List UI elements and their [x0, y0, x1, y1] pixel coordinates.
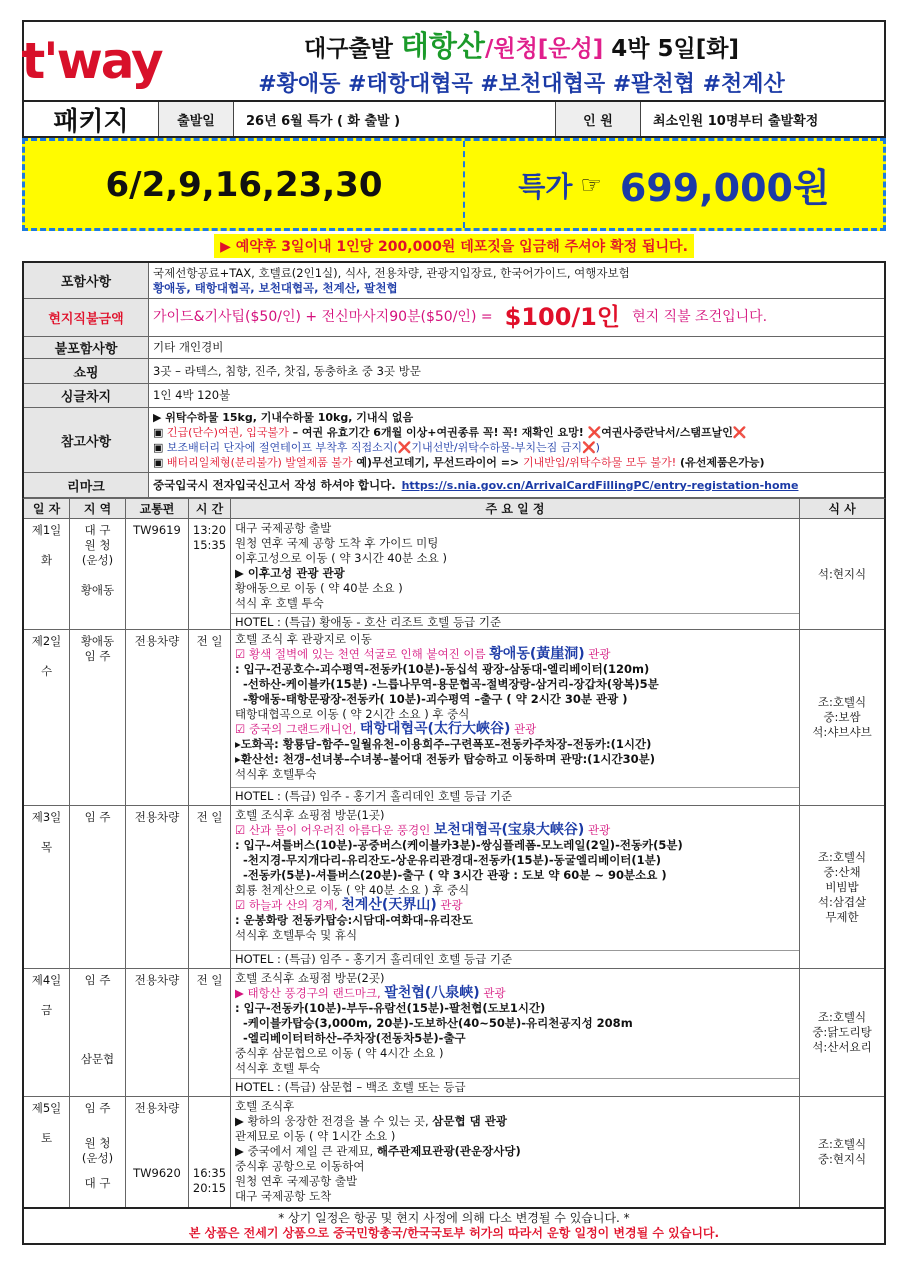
package-title: 패키지: [24, 102, 159, 136]
day-3-meal: 조:호텔식 중:산채 비빔밥 석:삼겹살 무제한: [817, 849, 867, 924]
day-1-hotel: HOTEL : (특급) 황애동 - 호산 리조트 호텔 등급 기준: [231, 613, 799, 631]
day-2-schedule: 호텔 조식 후 관광지로 이동 ☑ 황색 절벽에 있는 천연 석굴로 인해 붙여진 이름 황애동(黃崖洞) 관광 : 입구-건공호수-괴수평역-전동카(10분)-동십석 광장-삼동대-엘리베이터(120m) -선하산-케이블카(15분) -느릅나무역-용문협곡-절벽장랑-삼거리-장갑차(왕복)5분 -황애동-태항문광장-전동카( 10분)-괴수평역 –출구 ( 약 2시간 30분 관광 ) 태항대협곡으로 이동 ( 약 2시간 소요 ) 후 중식 ☑ 중국의 그랜드캐니언, 태항대협곡(太行大峽谷) 관광 ▸도화곡: 황룡담–함주–일월유천–이용희주–구련폭포–전동카주차장–전동카:(1시간) ▸환산선: 천갱–선녀봉–수녀봉–불어대 전동카 탑승하고 이동하며 관망:(1시간30분) 석식후 호텔투숙: [235, 632, 659, 781]
footer-notes: [22, 1209, 886, 1245]
depart-label: 출발일: [159, 102, 234, 136]
title-sub: /원청[운성]: [484, 36, 604, 62]
hashtags: #황애동 #태항대협곡 #보천대협곡 #팔천협 #천계산: [258, 72, 785, 97]
remark-text: 중국입국시 전자입국신고서 작성 하셔야 합니다.: [153, 477, 396, 492]
local-pay-text: 가이드&기사팁($50/인) + 전신마사지90분($50/인) =: [153, 309, 493, 325]
day-1-row: 제1일 화 대 구 원 청 (운성) 황애동 TW9619 13:20 15:35 대구 국제공항 출발 원청 연후 국제 공항 도착 후 가이드 미팅 이후고성으로 이동 ( 약 3시간 40분 소요 ) ▶ 이후고성 관광 관광 황애동으로 이동 ( 약 40분 소요 ) 석식 후 호텔 투숙 HOTEL : (특급) 황애동 - 호산 리조트 호텔 등급 기준 석:현지식: [24, 519, 884, 630]
day-3-hotel: HOTEL : (특급) 임주 - 홍기거 홀리데인 호텔 등급 기준: [231, 950, 799, 968]
local-pay-label: 현지직불금액: [24, 299, 149, 336]
day-5-schedule: 호텔 조식후 ▶ 황하의 웅장한 전경을 볼 수 있는 곳, 삼문협 댐 관광 관제묘로 이동 ( 약 1시간 소요 ) ▶ 중국에서 제일 큰 관제묘, 해주관제묘관광(관운장사당) 중식후 공항으로 이동하여 원청 연후 국제공항 출발 대구 국제공항 도착: [235, 1099, 521, 1203]
exclude-row: [24, 337, 884, 359]
brochure: [22, 20, 886, 1245]
title-main: 태항산: [400, 29, 485, 63]
day-2-meal: 조:호텔식 중:보쌈 석:샤브샤브: [812, 695, 872, 739]
header-region: 지 역: [70, 499, 126, 518]
itinerary-table: [22, 498, 886, 1209]
deposit-notice: ▶ 예약후 3일이내 1인당 200,000원 데포짓을 입금해 주셔야 확정 됩니다.: [22, 231, 886, 261]
reference-label: 참고사항: [24, 408, 149, 472]
day-2-row: 제2일 수 황애동 임 주 전용차량 전 일 호텔 조식 후 관광지로 이동 ☑ 황색 절벽에 있는 천연 석굴로 인해 붙여진 이름 황애동(黃崖洞) 관광 : 입구-건공호수-괴수평역-전동카(10분)-동십석 광장-삼동대-엘리베이터(120m) -선하산-케이블카(15분) -느릅나무역-용문협곡-절벽장랑-삼거리-장갑차(왕복)5분 -황애동-태항문광장-전동카( 10분)-괴수평역 –출구 ( 약 2시간 30분 관광 ) 태항대협곡으로 이동 ( 약 2시간 소요 ) 후 중식 ☑ 중국의 그랜드캐니언, 태항대협곡(太行大峽谷) 관광 ▸도화곡: 황룡담–함주–일월유천–이용희주–구련폭포–전동카주차장–전동카:(1시간) ▸환산선: 천갱–선녀봉–수녀봉–불어대 전동카 탑승하고 이동하며 관망:(1시간30분) 석식후 호텔투숙 HOTEL : (특급) 임주 - 홍기거 홀리데인 호텔 등급 기준 조:호텔식 중:보쌈 석:샤브샤브: [24, 630, 884, 806]
departure-dates: 6/2,9,16,23,30: [25, 141, 465, 228]
local-pay-tail: 현지 직불 조건입니다.: [632, 309, 768, 325]
price-box: [465, 141, 883, 228]
reference-passport: ▣ 긴급(단수)여권, 입국불가 – 여권 유효기간 6개월 이상+여권종류 꼭! 꼭! 재확인 요망! ❌여권사증란낙서/스탬프날인❌: [153, 426, 747, 439]
day-4-row: 제4일 금 임 주 삼문협 전용차량 전 일 호텔 조식후 쇼핑점 방문(2곳) ▶ 태항산 풍경구의 랜드마크, 팔천협(八泉峡) 관광 : 입구-전동카(10분)-부두-유람선(15분)-팔천협(도보1시간) -케이블카탑승(3,000m, 20분)-도보하산(40~50분)-유리천공지성 208m -엘리베이터터하산–주차장(전동차5분)-출구 중식후 삼문협으로 이동 ( 약 4시간 소요 ) 석식후 호텔 투숙 HOTEL : (특급) 삼문협 – 백조 호텔 또는 등급 조:호텔식 중:닭도리탕 석:산서요리: [24, 969, 884, 1097]
local-pay-row: [24, 299, 884, 337]
header-schedule: 주 요 일 정: [231, 499, 800, 518]
day-5-row: 제5일 토 임 주 원 청 (운성) 대 구 전용차량 TW9620 16:35 20:15 호텔 조식후 ▶ 황하의 웅장한 전경을 볼 수 있는 곳, 삼문협 댐 관광 관제묘로 이동 ( 약 1시간 소요 ) ▶ 중국에서 제일 큰 관제묘, 해주관제묘관광(관운장사당) 중식후 공항으로 이동하여 원청 연후 국제공항 출발 대구 국제공항 도착 조:호텔식 중:현지식: [24, 1097, 884, 1207]
remark-row: [24, 473, 884, 498]
day-4-meal: 조:호텔식 중:닭도리탕 석:산서요리: [812, 1010, 872, 1054]
itinerary-header: [24, 499, 884, 519]
brochure-header: [22, 20, 886, 100]
day-4-hotel: HOTEL : (특급) 삼문협 – 백조 호텔 또는 등급: [231, 1078, 799, 1096]
people-value: 최소인원 10명부터 출발확정: [653, 113, 819, 129]
day-1-transport: TW9619: [126, 519, 189, 629]
header-time: 시 간: [189, 499, 231, 518]
tour-title: [159, 22, 884, 100]
single-charge-row: [24, 384, 884, 408]
header-day: 일 자: [24, 499, 70, 518]
day-5-meal: 조:호텔식 중:현지식: [817, 1137, 867, 1166]
remark-link[interactable]: https://s.nia.gov.cn/ArrivalCardFillingPC/entry-registation-home: [401, 478, 799, 492]
day-3-row: 제3일 목 임 주 전용차량 전 일 호텔 조식후 쇼핑점 방문(1곳) ☑ 산과 물이 어우러진 아름다운 풍경인 보천대협곡(宝泉大峡谷) 관광 : 입구-셔틀버스(10분)-공중버스(케이블카3분)-쌍심플레폼-모노레일(2일)-전동카(5분) -천지경-무지개다리-유리잔도-상운유리관경대-전동카(15분)-동굴엘리베이터(1분) -전동카(5분)-셔틀버스(20분)-출구 ( 약 3시간 관광 : 도보 약 60분 ~ 90분소요 ) 회룡 천계산으로 이동 ( 약 40분 소요 ) 후 중식 ☑ 하늘과 산의 경계, 천계산(天界山) 관광 : 운봉화랑 전동카탑승:시담대-여화대-유리잔도 석식후 호텔투숙 및 휴식 HOTEL : (특급) 임주 - 홍기거 홀리데인 호텔 등급 기준 조:호텔식 중:산채 비빔밥 석:삼겹살 무제한: [24, 806, 884, 969]
title-prefix: 대구출발: [304, 36, 393, 62]
promo-banner: [22, 138, 886, 231]
title-suffix: 4박 5일[화]: [611, 36, 739, 62]
shopping-label: 쇼핑: [24, 359, 149, 383]
local-pay-amount: $100/1인: [504, 303, 621, 331]
footer-line1: * 상기 일정은 항공 및 현지 사정에 의해 다소 변경될 수 있습니다. *: [278, 1211, 630, 1225]
people-label: 인 원: [556, 102, 641, 136]
info-table: [22, 261, 886, 498]
airline-logo: t'way: [21, 32, 162, 90]
shopping-value: 3곳 – 라텍스, 침향, 진주, 찻집, 동충하초 중 3곳 방문: [153, 363, 421, 378]
reference-baggage: ▶ 위탁수하물 15kg, 기내수하물 10kg, 기내식 없음: [153, 411, 414, 424]
day-4-schedule: 호텔 조식후 쇼핑점 방문(2곳) ▶ 태항산 풍경구의 랜드마크, 팔천협(八泉峡) 관광 : 입구-전동카(10분)-부두-유람선(15분)-팔천협(도보1시간) -케이블카탑승(3,000m, 20분)-도보하산(40~50분)-유리천공지성 208m -엘리베이터터하산–주차장(전동차5분)-출구 중식후 삼문협으로 이동 ( 약 4시간 소요 ) 석식후 호텔 투숙: [235, 971, 633, 1075]
remark-label: 리마크: [24, 473, 149, 497]
footer-line2: 본 상품은 전세기 상품으로 중국민항총국/한국국토부 허가의 따라서 운항 일정이 변경될 수 있습니다.: [188, 1226, 720, 1240]
shopping-row: [24, 359, 884, 384]
day-1-meal: 석:현지식: [817, 566, 867, 581]
include-label: 포함사항: [24, 263, 149, 298]
reference-battery: ▣ 보조배터리 단자에 절연테이프 부착후 직접소지(❌기내선반/위탁수하물-부치는짐 금지❌): [153, 441, 600, 454]
day-2-hotel: HOTEL : (특급) 임주 - 홍기거 홀리데인 호텔 등급 기준: [231, 787, 799, 805]
single-charge-value: 1인 4박 120불: [153, 388, 231, 402]
pointing-hand-icon: ☞: [580, 170, 602, 199]
day-1-schedule: 대구 국제공항 출발 원청 연후 국제 공항 도착 후 가이드 미팅 이후고성으로 이동 ( 약 3시간 40분 소요 ) ▶ 이후고성 관광 관광 황애동으로 이동 ( 약 40분 소요 ) 석식 후 호텔 투숙: [235, 521, 448, 610]
depart-value: 26년 6월 특가 ( 화 출발 ): [234, 102, 556, 136]
include-line1: 국제선항공료+TAX, 호텔료(2인1실), 식사, 전용차량, 관광지입장료, 한국어가이드, 여행자보험: [153, 265, 630, 280]
header-transport: 교통편: [126, 499, 189, 518]
exclude-label: 불포함사항: [24, 337, 149, 358]
special-label: 특가: [518, 169, 573, 203]
price-amount: 699,000원: [619, 166, 830, 210]
include-row: [24, 263, 884, 299]
include-line2: 황애동, 태항대협곡, 보천대협곡, 천계산, 팔천협: [153, 280, 398, 295]
exclude-value: 기타 개인경비: [153, 340, 224, 354]
single-charge-label: 싱글차지: [24, 384, 149, 407]
reference-row: [24, 408, 884, 473]
package-row: [22, 100, 886, 138]
reference-heating-device: ▣ 배터리일체형(분리불가) 발열제품 불가 예)무선고데기, 무선드라이어 => 기내반입/위탁수하물 모두 불가! (유선제품은가능): [153, 456, 765, 469]
header-meal: 식 사: [828, 502, 856, 516]
day-3-schedule: 호텔 조식후 쇼핑점 방문(1곳) ☑ 산과 물이 어우러진 아름다운 풍경인 보천대협곡(宝泉大峡谷) 관광 : 입구-셔틀버스(10분)-공중버스(케이블카3분)-쌍심플레폼-모노레일(2일)-전동카(5분) -천지경-무지개다리-유리잔도-상운유리관경대-전동카(15분)-동굴엘리베이터(1분) -전동카(5분)-셔틀버스(20분)-출구 ( 약 3시간 관광 : 도보 약 60분 ~ 90분소요 ) 회룡 천계산으로 이동 ( 약 40분 소요 ) 후 중식 ☑ 하늘과 산의 경계, 천계산(天界山) 관광 : 운봉화랑 전동카탑승:시담대-여화대-유리잔도 석식후 호텔투숙 및 휴식: [235, 808, 683, 942]
